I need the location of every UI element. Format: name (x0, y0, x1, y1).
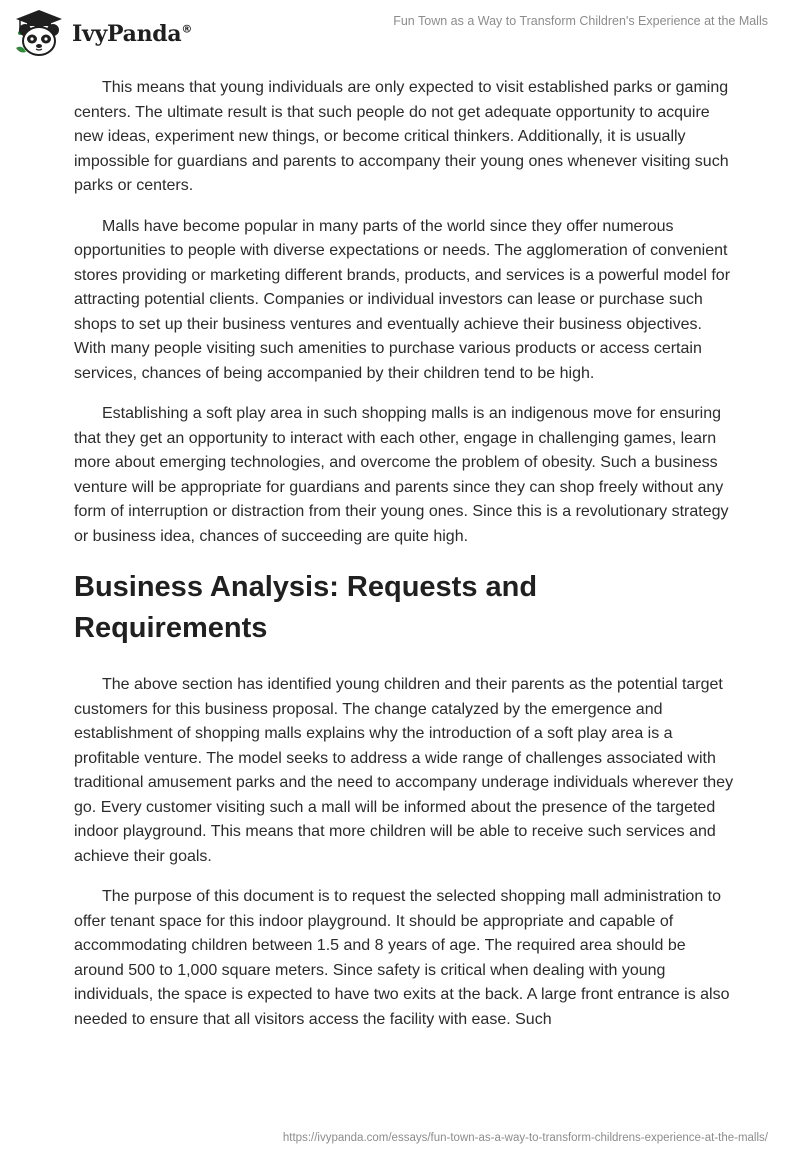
panda-graduate-logo-icon (12, 8, 66, 58)
essay-body (74, 76, 734, 1048)
paragraph-4: The above section has identified young children and their parents as the potential target customers for this business proposal. The change catalyzed by the emergence and establishment of shopping malls explains why the introduction of a soft play area is a profitable venture. The model seeks to address a wide range of challenges associated with traditional amusement parks and the need to accompany underage individuals wherever they go. Every customer visiting such a mall will be informed about the presence of the targeted indoor playground. This means that more children will be able to receive such services and achieve their goals. (74, 676, 734, 865)
paragraph-5: The purpose of this document is to request the selected shopping mall administration to offer tenant space for this indoor playground. It should be appropriate and capable of accommodating children between 1.5 and 8 years of age. The required area should be around 500 to 1,000 square meters. Since safety is critical when dealing with young individuals, the space is expected to have two exits at the back. A large front entrance is also needed to ensure that all visitors access the facility with ease. Such (74, 888, 730, 1028)
paragraph-2: Malls have become popular in many parts of the world since they offer numerous opportunities to people with diverse expectations or needs. The agglomeration of convenient stores providing or marketing different brands, products, and services is a powerful model for attracting potential clients. Companies or individual investors can lease or purchase such shops to set up their business ventures and eventually achieve their business objectives. With many people visiting such amenities to purchase various products or access certain services, chances of being accompanied by their children tend to be high. (74, 217, 731, 382)
paragraph-1: This means that young individuals are only expected to visit established parks or gaming centers. The ultimate result is that such people do not get adequate opportunity to acquire new ideas, experiment new things, or become critical thinkers. Additionally, it is usually impossible for guardians and parents to accompany their young ones whenever visiting such parks or centers. (74, 79, 729, 194)
paragraph-3: Establishing a soft play area in such shopping malls is an indigenous move for ensuring that they get an opportunity to interact with each other, engage in challenging games, learn more about emerging technologies, and overcome the problem of obesity. Such a business venture will be appropriate for guardians and parents since they can shop freely without any form of interruption or distraction from their young ones. Since this is a revolutionary strategy or business idea, chances of succeeding are quite high. (74, 405, 729, 545)
source-url[interactable]: https://ivypanda.com/essays/fun-town-as-a-way-to-transform-childrens-experience-at-the-malls/ (282, 1132, 768, 1144)
section-heading: Business Analysis: Requests and Requirements (74, 571, 538, 644)
logo-wordmark: IvyPanda® (72, 21, 193, 47)
document-title: Fun Town as a Way to Transform Children's Experience at the Malls (393, 14, 768, 28)
page-header (0, 0, 800, 66)
registered-mark: ® (181, 22, 193, 36)
ivypanda-logo[interactable] (12, 8, 192, 58)
